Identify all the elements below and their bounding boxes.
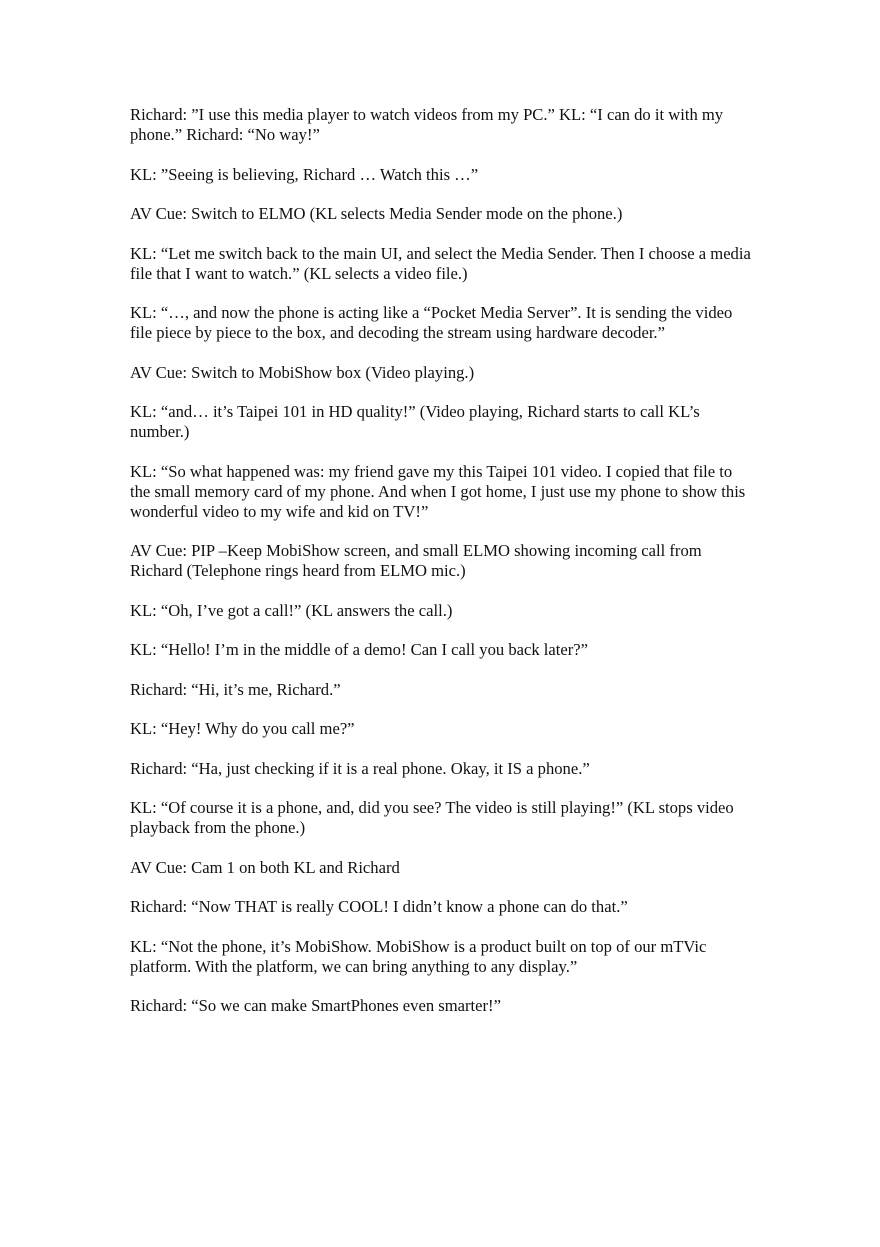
paragraph-18: KL: “Not the phone, it’s MobiShow. MobiShow is a product built on top of our mTVic platform. With the platform, we can bring anything to any display.” [130, 936, 707, 976]
paragraph-16: AV Cue: Cam 1 on both KL and Richard [130, 857, 400, 877]
paragraph-10: KL: “Oh, I’ve got a call!” (KL answers the call.) [130, 600, 453, 620]
paragraph-13: KL: “Hey! Why do you call me?” [130, 719, 355, 738]
paragraph-14: Richard: “Ha, just checking if it is a real phone. Okay, it IS a phone.” [130, 758, 590, 778]
paragraph-15: KL: “Of course it is a phone, and, did you see? The video is still playing!” (KL stops video playback from the phone.) [130, 798, 734, 837]
paragraph-1: Richard: ”I use this media player to watch videos from my PC.” KL: “I can do it with my phone.” Richard: “No way!” [130, 105, 724, 144]
paragraph-17: Richard: “Now THAT is really COOL! I didn’t know a phone can do that.” [130, 897, 628, 916]
paragraph-12: Richard: “Hi, it’s me, Richard.” [130, 679, 341, 699]
paragraph-19: Richard: “So we can make SmartPhones even smarter!” [130, 996, 501, 1015]
script-text [130, 105, 755, 1036]
paragraph-9: AV Cue: PIP –Keep MobiShow screen, and small ELMO showing incoming call from Richard (Telephone rings heard from ELMO mic.) [130, 541, 702, 580]
paragraph-4: KL: “Let me switch back to the main UI, and select the Media Sender. Then I choose a media file that I want to watch.” (KL selects a video file.) [130, 243, 751, 283]
paragraph-6: AV Cue: Switch to MobiShow box (Video playing.) [130, 362, 475, 382]
paragraph-8: KL: “So what happened was: my friend gave my this Taipei 101 video. I copied that file to the small memory card of my phone. And when I got home, I just use my phone to show this wonderful video to my wife and kid on TV!” [130, 461, 746, 521]
paragraph-11: KL: “Hello! I’m in the middle of a demo! Can I call you back later?” [130, 640, 588, 659]
paragraph-5: KL: “…, and now the phone is acting like a “Pocket Media Server”. It is sending the video file piece by piece to the box, and decoding the stream using hardware decoder.” [130, 303, 733, 342]
paragraph-7: KL: “and… it’s Taipei 101 in HD quality!” (Video playing, Richard starts to call KL’s number.) [130, 402, 700, 441]
paragraph-2: KL: ”Seeing is believing, Richard … Watch this …” [130, 164, 479, 184]
paragraph-3: AV Cue: Switch to ELMO (KL selects Media Sender mode on the phone.) [130, 204, 623, 223]
